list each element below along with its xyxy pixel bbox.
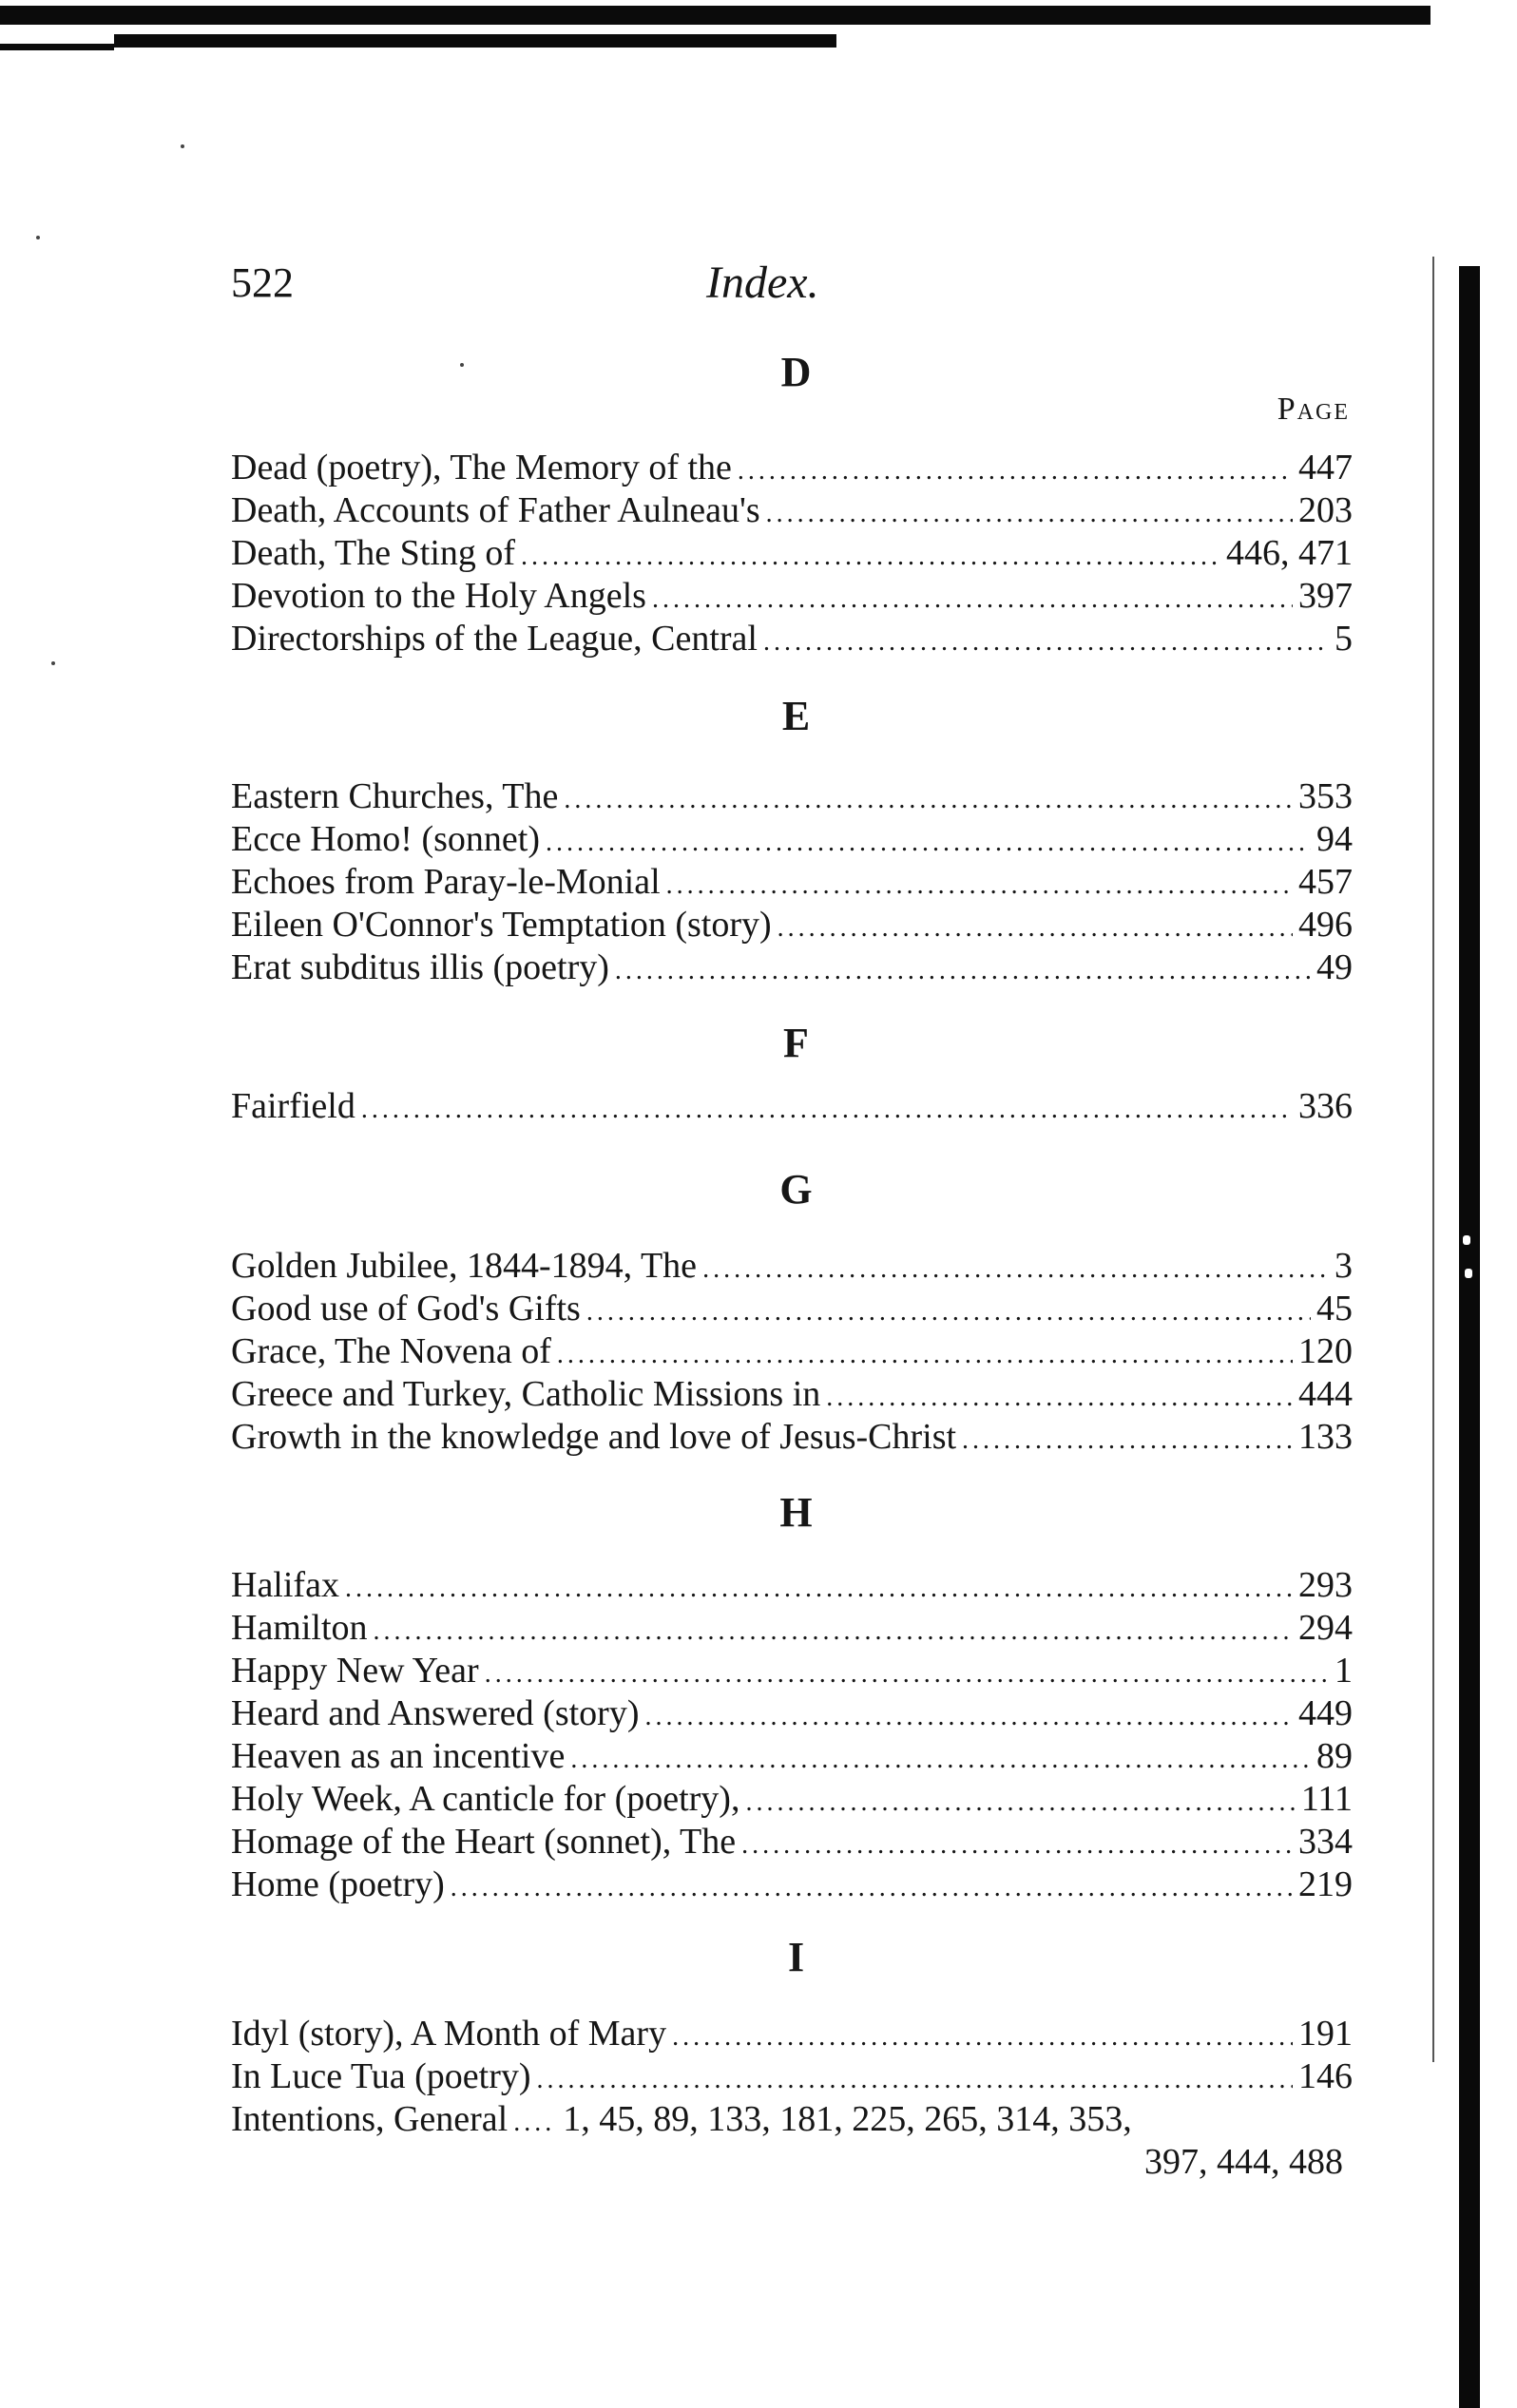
entry-pages: 5 xyxy=(1335,619,1353,659)
entry-pages: 353 xyxy=(1298,776,1353,816)
dot-leader xyxy=(521,535,1220,578)
entry-title: Intentions, General xyxy=(231,2099,509,2139)
entry-title: In Luce Tua (poetry) xyxy=(231,2056,531,2096)
entry-title: Hamilton xyxy=(231,1608,368,1648)
edge-speck xyxy=(1465,1269,1472,1278)
index-entry xyxy=(231,1245,1353,1288)
entry-title: Happy New Year xyxy=(231,1651,479,1691)
dot-leader xyxy=(778,907,1293,949)
entry-title: Death, The Sting of xyxy=(231,533,516,573)
entry-title: Idyl (story), A Month of Mary xyxy=(231,2014,667,2054)
section-g-entries xyxy=(231,1245,1353,1459)
index-entry xyxy=(231,818,1353,861)
scan-speck xyxy=(181,144,184,148)
index-entry xyxy=(231,618,1353,660)
entry-pages: 334 xyxy=(1298,1822,1353,1862)
entry-pages: 336 xyxy=(1298,1086,1353,1126)
entry-title: Homage of the Heart (sonnet), The xyxy=(231,1822,737,1862)
page-column-label: Page xyxy=(1277,392,1350,427)
entry-title: Death, Accounts of Father Aulneau's xyxy=(231,490,760,530)
dot-leader xyxy=(644,1695,1293,1738)
entry-title: Heard and Answered (story) xyxy=(231,1693,640,1733)
index-entry xyxy=(231,1373,1353,1416)
index-entry xyxy=(231,532,1353,575)
entry-title: Directorships of the League, Central xyxy=(231,619,758,659)
dot-leader xyxy=(615,949,1311,992)
page-number: 522 xyxy=(231,259,294,306)
index-entry xyxy=(231,1288,1353,1330)
index-entry xyxy=(231,1085,1353,1128)
dot-leader xyxy=(652,578,1293,621)
entry-title: Home (poetry) xyxy=(231,1864,445,1904)
section-letter-e: E xyxy=(781,693,812,739)
index-entry xyxy=(231,2055,1353,2098)
page-header xyxy=(231,249,1362,315)
index-entry xyxy=(231,861,1353,904)
entry-title: Ecce Homo! (sonnet) xyxy=(231,819,540,859)
section-letter-f: F xyxy=(783,1020,810,1066)
entry-pages: 446, 471 xyxy=(1226,533,1353,573)
index-entry xyxy=(231,1564,1353,1607)
entry-pages: 203 xyxy=(1298,490,1353,530)
dot-leader xyxy=(564,778,1293,821)
index-entry xyxy=(231,946,1353,989)
index-entry xyxy=(231,1692,1353,1735)
entry-pages: 94 xyxy=(1316,819,1353,859)
index-entry xyxy=(231,1607,1353,1650)
entry-title: Holy Week, A canticle for (poetry), xyxy=(231,1779,740,1819)
dot-leader xyxy=(374,1610,1293,1653)
index-entry xyxy=(231,489,1353,532)
dot-leader xyxy=(451,1866,1293,1909)
entry-pages: 111 xyxy=(1300,1779,1353,1819)
entry-title: Dead (poetry), The Memory of the xyxy=(231,448,732,487)
entry-pages: 89 xyxy=(1316,1736,1353,1776)
index-entry xyxy=(231,2013,1353,2055)
dot-leader xyxy=(702,1248,1329,1290)
entry-pages: 146 xyxy=(1298,2056,1353,2096)
dot-leader xyxy=(666,864,1293,907)
dot-leader xyxy=(738,449,1293,492)
dot-leader xyxy=(513,2101,557,2144)
entry-pages: 1 xyxy=(1335,1651,1353,1691)
scan-speck xyxy=(36,236,40,239)
index-entry xyxy=(231,1735,1353,1778)
dot-leader xyxy=(962,1419,1293,1462)
dot-leader xyxy=(361,1088,1293,1131)
dot-leader xyxy=(485,1653,1329,1695)
section-f-entries xyxy=(231,1085,1353,1128)
entry-pages: 191 xyxy=(1298,2014,1353,2054)
section-letter-i: I xyxy=(787,1934,806,1980)
entry-pages: 449 xyxy=(1298,1693,1353,1733)
index-entry xyxy=(231,1863,1353,1906)
entry-title: Grace, The Novena of xyxy=(231,1331,551,1371)
entry-title: Halifax xyxy=(231,1565,339,1605)
section-d-entries xyxy=(231,447,1353,660)
entry-pages: 120 xyxy=(1298,1331,1353,1371)
entry-title: Echoes from Paray-le-Monial xyxy=(231,862,661,902)
dot-leader xyxy=(546,821,1311,864)
index-entry xyxy=(231,775,1353,818)
dot-leader xyxy=(672,2016,1293,2058)
section-h-entries xyxy=(231,1564,1353,1906)
top-border-rule xyxy=(0,6,1431,25)
entry-pages: 496 xyxy=(1298,905,1353,945)
index-entry xyxy=(231,1330,1353,1373)
index-entry xyxy=(231,1416,1353,1459)
entry-pages: 219 xyxy=(1298,1864,1353,1904)
entry-pages: 1, 45, 89, 133, 181, 225, 265, 314, 353, xyxy=(563,2099,1132,2139)
entry-pages: 133 xyxy=(1298,1417,1353,1457)
page-edge-line xyxy=(1432,257,1434,2062)
binding-edge xyxy=(1459,266,1480,2408)
section-letter-g: G xyxy=(779,1166,814,1213)
index-entry xyxy=(231,904,1353,946)
entry-title: Fairfield xyxy=(231,1086,355,1126)
entry-title: Eastern Churches, The xyxy=(231,776,559,816)
dot-leader xyxy=(345,1567,1293,1610)
index-entry xyxy=(231,1650,1353,1692)
section-letter-h: H xyxy=(779,1489,814,1536)
dot-leader xyxy=(557,1333,1293,1376)
running-title: Index. xyxy=(706,258,819,308)
entry-pages: 457 xyxy=(1298,862,1353,902)
entry-pages-continuation: 397, 444, 488 xyxy=(1144,2142,1343,2182)
entry-title: Growth in the knowledge and love of Jesus-Christ xyxy=(231,1417,957,1457)
entry-pages: 397 xyxy=(1298,576,1353,616)
section-letter-d: D xyxy=(780,349,813,395)
entry-pages: 293 xyxy=(1298,1565,1353,1605)
scan-speck xyxy=(51,661,55,665)
entry-pages: 447 xyxy=(1298,448,1353,487)
entry-title: Devotion to the Holy Angels xyxy=(231,576,646,616)
index-entry xyxy=(231,2098,1353,2141)
dot-leader xyxy=(537,2058,1293,2101)
dot-leader xyxy=(570,1738,1311,1781)
dot-leader xyxy=(745,1781,1295,1824)
entry-title: Eileen O'Connor's Temptation (story) xyxy=(231,905,772,945)
top-border-rule-left xyxy=(0,44,114,50)
entry-pages: 49 xyxy=(1316,947,1353,987)
entry-pages: 3 xyxy=(1335,1246,1353,1286)
index-entry xyxy=(231,1778,1353,1821)
top-border-rule-mid xyxy=(114,34,836,48)
index-entry xyxy=(231,575,1353,618)
dot-leader xyxy=(741,1824,1293,1866)
entry-title: Heaven as an incentive xyxy=(231,1736,566,1776)
edge-speck xyxy=(1463,1235,1470,1245)
index-entry xyxy=(231,447,1353,489)
entry-title: Greece and Turkey, Catholic Missions in xyxy=(231,1374,821,1414)
entry-title: Golden Jubilee, 1844-1894, The xyxy=(231,1246,698,1286)
section-e-entries xyxy=(231,775,1353,989)
entry-pages: 45 xyxy=(1316,1289,1353,1328)
dot-leader xyxy=(826,1376,1293,1419)
dot-leader xyxy=(586,1290,1311,1333)
entry-title: Erat subditus illis (poetry) xyxy=(231,947,609,987)
dot-leader xyxy=(766,492,1293,535)
dot-leader xyxy=(763,621,1329,663)
section-i-entries xyxy=(231,2013,1353,2184)
index-entry xyxy=(231,1821,1353,1863)
entry-title: Good use of God's Gifts xyxy=(231,1289,581,1328)
entry-pages: 444 xyxy=(1298,1374,1353,1414)
entry-pages: 294 xyxy=(1298,1608,1353,1648)
